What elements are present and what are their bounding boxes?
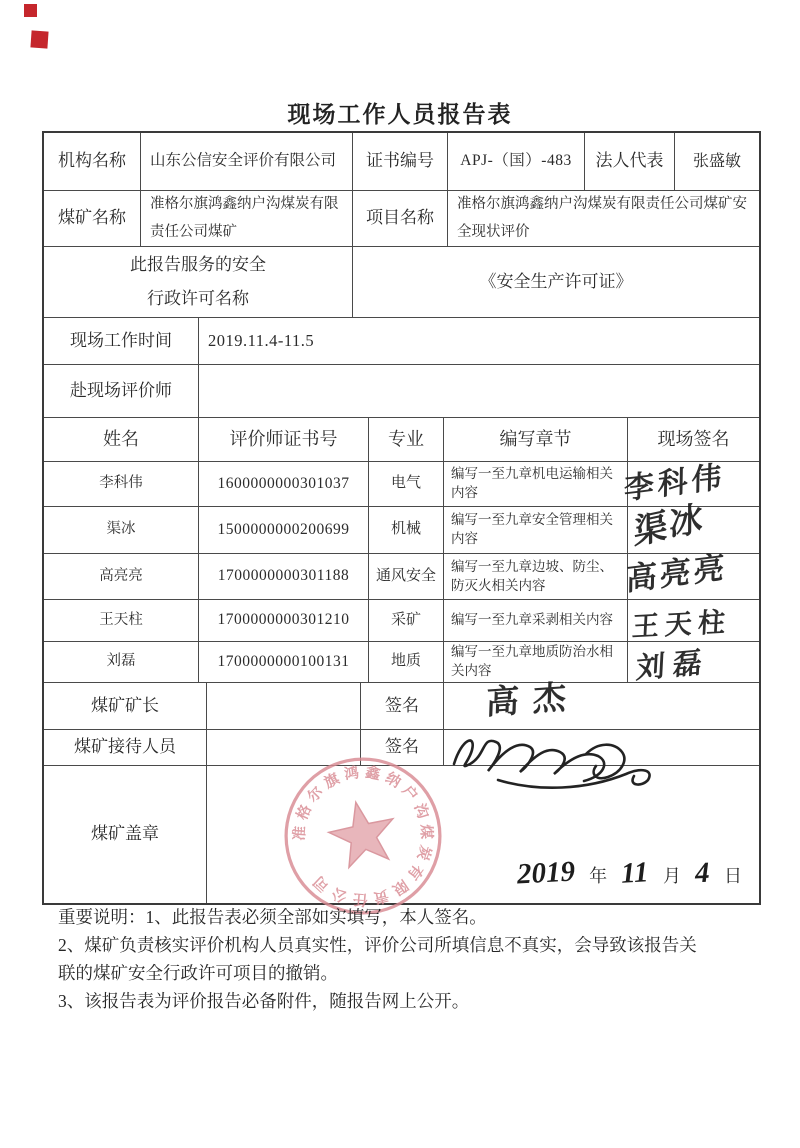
date-day-unit: 日 bbox=[724, 866, 742, 886]
date-day: 4 bbox=[694, 856, 711, 890]
stamp-area bbox=[207, 764, 759, 908]
page-title: 现场工作人员报告表 bbox=[287, 102, 513, 127]
staff-name: 高亮亮 bbox=[44, 554, 199, 599]
staff-major: 采矿 bbox=[369, 600, 444, 641]
row-stamp bbox=[44, 764, 759, 908]
note-line-4: 3、该报告表为评价报告必备附件，随报告网上公开。 bbox=[58, 991, 470, 1011]
cert-value: APJ-（国）-483 bbox=[448, 133, 585, 190]
license-value: 《安全生产许可证》 bbox=[479, 271, 633, 291]
evaluators-label: 赴现场评价师 bbox=[44, 365, 199, 417]
reception-label: 煤矿接待人员 bbox=[44, 730, 207, 765]
mine-label: 煤矿名称 bbox=[44, 191, 141, 246]
important-notes bbox=[58, 903, 758, 1015]
staff-signature-cell bbox=[625, 549, 759, 599]
worktime-value: 2019.11.4-11.5 bbox=[208, 331, 315, 351]
staff-header-row bbox=[44, 418, 759, 462]
mine-value: 准格尔旗鸿鑫纳户沟煤炭有限责任公司煤矿 bbox=[141, 191, 353, 246]
red-corner-mark-2 bbox=[30, 30, 48, 48]
handwritten-signature: 高杰 bbox=[485, 679, 581, 723]
table-row bbox=[44, 642, 759, 686]
row-evaluators bbox=[44, 365, 759, 418]
note-line-2: 2、煤矿负责核实评价机构人员真实性，评价公司所填信息不真实，会导致该报告关 bbox=[58, 935, 697, 955]
staff-name: 渠冰 bbox=[44, 507, 199, 553]
staff-signature-cell bbox=[628, 499, 759, 553]
staff-major: 通风安全 bbox=[369, 554, 444, 599]
mine-chief-signature-cell bbox=[444, 679, 759, 729]
handwritten-date bbox=[514, 852, 749, 894]
cert-label: 证书编号 bbox=[353, 133, 448, 190]
staff-chapters: 编写一至九章安全管理相关内容 bbox=[444, 507, 628, 553]
staff-major: 电气 bbox=[369, 462, 444, 506]
staff-chapters: 编写一至九章边坡、防尘、防灭火相关内容 bbox=[444, 554, 628, 599]
handwritten-signature: 李科伟 bbox=[623, 460, 726, 507]
header-major: 专业 bbox=[369, 418, 444, 461]
staff-cert-no: 1500000000200699 bbox=[199, 507, 369, 553]
row-organization bbox=[44, 133, 759, 191]
stamp-ring-text: 准格尔旗鸿鑫纳户沟煤炭有限责任公司 bbox=[291, 764, 434, 908]
org-label: 机构名称 bbox=[44, 133, 141, 190]
license-label-line1: 此报告服务的安全 bbox=[130, 255, 266, 274]
row-license bbox=[44, 247, 759, 318]
empty-cell bbox=[207, 683, 361, 729]
staff-name: 刘磊 bbox=[44, 642, 199, 682]
mine-chief-label: 煤矿矿长 bbox=[44, 683, 207, 729]
staff-chapters: 编写一至九章地质防治水相关内容 bbox=[444, 642, 628, 682]
project-label: 项目名称 bbox=[353, 191, 448, 246]
note-line-3: 联的煤矿安全行政许可项目的撤销。 bbox=[58, 963, 338, 983]
red-corner-mark-1 bbox=[24, 4, 37, 17]
evaluators-value bbox=[199, 365, 759, 417]
staff-signature-cell bbox=[628, 600, 759, 641]
header-signature: 现场签名 bbox=[657, 429, 730, 450]
note-line-1: 重要说明：1、此报告表必须全部如实填写，本人签名。 bbox=[58, 907, 487, 927]
license-label-line2: 行政许可名称 bbox=[147, 289, 249, 308]
staff-cert-no: 1700000000301188 bbox=[199, 554, 369, 599]
staff-chapters: 编写一至九章机电运输相关内容 bbox=[444, 462, 628, 506]
sign-label: 签名 bbox=[361, 730, 444, 765]
staff-name: 王天柱 bbox=[44, 600, 199, 641]
header-name: 姓名 bbox=[44, 418, 199, 461]
staff-signature-cell bbox=[628, 642, 759, 686]
row-worktime bbox=[44, 318, 759, 365]
staff-cert-no: 1700000000301210 bbox=[199, 600, 369, 641]
staff-major: 机械 bbox=[369, 507, 444, 553]
header-chapters: 编写章节 bbox=[444, 418, 628, 461]
worktime-label: 现场工作时间 bbox=[44, 318, 199, 364]
handwritten-signature: 高亮亮 bbox=[625, 549, 728, 598]
legal-label: 法人代表 bbox=[585, 133, 675, 190]
table-row bbox=[44, 549, 759, 600]
staff-chapters: 编写一至九章采剥相关内容 bbox=[444, 600, 628, 641]
org-value: 山东公信安全评价有限公司 bbox=[141, 133, 353, 190]
handwritten-signature: 渠冰 bbox=[634, 499, 705, 553]
date-month: 11 bbox=[620, 856, 650, 890]
reception-signature-cell bbox=[444, 730, 759, 765]
date-year: 2019 bbox=[516, 855, 576, 891]
sign-label: 签名 bbox=[361, 683, 444, 729]
date-month-unit: 月 bbox=[663, 866, 681, 886]
license-label bbox=[44, 247, 353, 317]
table-row bbox=[44, 499, 759, 554]
stamp-label: 煤矿盖章 bbox=[44, 766, 207, 903]
staff-name: 李科伟 bbox=[44, 462, 199, 506]
staff-cert-no: 1600000000301037 bbox=[199, 462, 369, 506]
date-year-unit: 年 bbox=[589, 866, 608, 886]
stamp-star-icon bbox=[324, 796, 401, 870]
handwritten-signature: 王天柱 bbox=[631, 606, 732, 643]
project-value: 准格尔旗鸿鑫纳户沟煤炭有限责任公司煤矿安全现状评价 bbox=[457, 195, 747, 240]
table-row bbox=[44, 600, 759, 642]
handwritten-signature: 刘磊 bbox=[635, 646, 711, 686]
table-row bbox=[44, 462, 759, 507]
header-cert-no: 评价师证书号 bbox=[199, 418, 369, 461]
row-mine-project bbox=[44, 191, 759, 247]
staff-cert-no: 1700000000100131 bbox=[199, 642, 369, 682]
legal-value: 张盛敏 bbox=[692, 152, 741, 170]
staff-major: 地质 bbox=[369, 642, 444, 682]
row-mine-chief bbox=[44, 679, 759, 730]
report-form-table bbox=[42, 131, 761, 908]
